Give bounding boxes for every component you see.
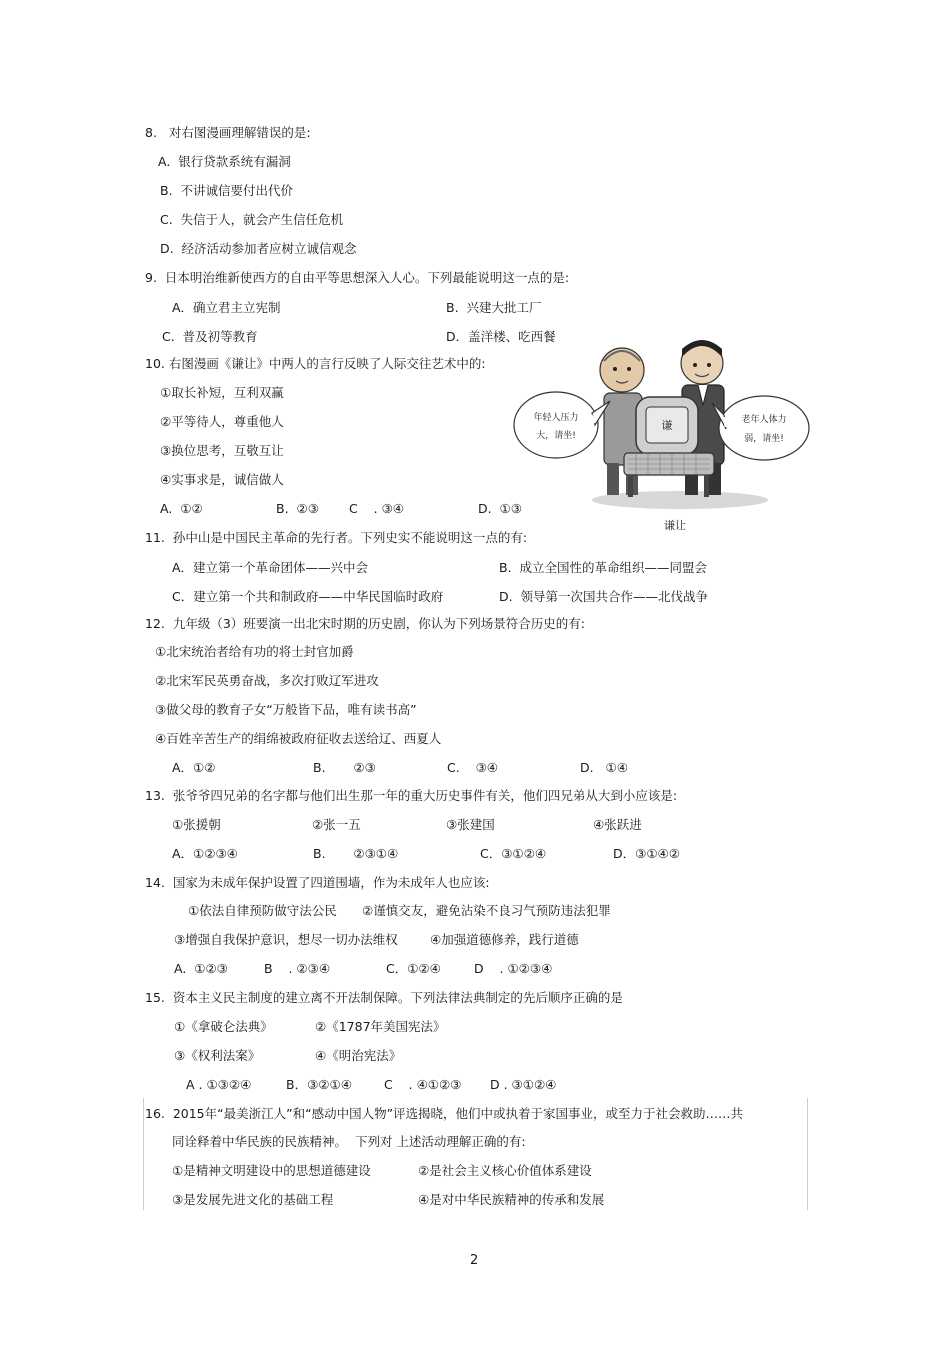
q11-option-d: D. 领导第一次国共合作——北伐战争 — [499, 589, 709, 604]
q16-stem-line-1: 16. 2015年“最美浙江人”和“感动中国人物”评选揭晓，他们中或执着于家国事业，或至力于社会救助……共 — [145, 1106, 744, 1121]
q15-option-c: C . ④①②③ — [384, 1077, 462, 1092]
q15-stem: 15. 资本主义民主制度的建立离不开法制保障。下列法律法典制定的先后顺序正确的是 — [145, 990, 623, 1005]
q14-option-d: D . ①②③④ — [474, 961, 553, 976]
q10-option-b: B. ②③ — [276, 501, 319, 516]
q12-item-3: ③做父母的教育子女“万般皆下品，唯有读书高” — [155, 702, 417, 717]
q12-item-4: ④百姓辛苦生产的绢绵被政府征收去送给辽、西夏人 — [155, 731, 442, 746]
q13-option-d: D．③①④② — [613, 846, 680, 861]
q12-option-d: D. ①④ — [580, 760, 628, 775]
q11-stem: 11. 孙中山是中国民主革命的先行者。下列史实不能说明这一点的有: — [145, 530, 528, 545]
q9-option-d: D．盖洋楼、吃西餐 — [446, 329, 556, 344]
q10-option-a: A. ①② — [160, 501, 203, 516]
q16-item-3: ③是发展先进文化的基础工程 — [172, 1192, 334, 1207]
q12-item-1: ①北宋统治者给有功的将士封官加爵 — [155, 644, 354, 659]
q15-item-3: ③《权利法案》 — [174, 1048, 261, 1063]
q12-option-b: B. ②③ — [313, 760, 376, 775]
q9-option-a: A．确立君主立宪制 — [172, 300, 281, 315]
q8-option-c: C. 失信于人，就会产生信任危机 — [160, 212, 344, 227]
q16-left-rule — [143, 1098, 144, 1210]
q15-item-1: ①《拿破仑法典》 — [174, 1019, 273, 1034]
cartoon-qianrang-illustration — [512, 335, 812, 515]
q11-option-b: B. 成立全国性的革命组织——同盟会 — [499, 560, 707, 575]
q10-option-d: D. ①③ — [478, 501, 522, 516]
q13-item-4: ④张跃进 — [593, 817, 642, 832]
q16-right-rule — [807, 1098, 808, 1210]
q10-item-2: ②平等待人，尊重他人 — [160, 414, 284, 429]
q12-option-c: C. ③④ — [447, 760, 499, 775]
cartoon-caption: 谦让 — [664, 519, 686, 532]
q14-option-b: B . ②③④ — [264, 961, 331, 976]
q16-item-2: ②是社会主义核心价值体系建设 — [418, 1163, 592, 1178]
q9-stem: 9. 日本明治维新使西方的自由平等思想深入人心。下列最能说明这一点的是: — [145, 270, 570, 285]
q11-option-a: A．建立第一个革命团体——兴中会 — [172, 560, 369, 575]
q12-item-2: ②北宋军民英勇奋战，多次打败辽军进攻 — [155, 673, 379, 688]
q13-item-3: ③张建国 — [446, 817, 495, 832]
q16-stem-line-2: 同诠释着中华民族的民族精神。 下列对 上述活动理解正确的有: — [172, 1134, 526, 1149]
q11-option-c: C．建立第一个共和制政府——中华民国临时政府 — [172, 589, 444, 604]
q13-option-c: C．③①②④ — [480, 846, 547, 861]
q13-item-1: ①张援朝 — [172, 817, 221, 832]
q12-option-a: A．①② — [172, 760, 216, 775]
q15-option-a: A . ①③②④ — [186, 1077, 252, 1092]
q13-item-2: ②张一五 — [312, 817, 361, 832]
q8-option-b: B. 不讲诚信要付出代价 — [160, 183, 293, 198]
q15-option-b: B．③②①④ — [286, 1077, 352, 1092]
q9-option-b: B. 兴建大批工厂 — [446, 300, 542, 315]
q10-item-1: ①取长补短，互利双赢 — [160, 385, 284, 400]
q14-option-a: A. ①②③ — [174, 961, 228, 976]
q12-stem: 12. 九年级（3）班要演一出北宋时期的历史剧，你认为下列场景符合历史的有: — [145, 616, 585, 631]
q16-item-1: ①是精神文明建设中的思想道德建设 — [172, 1163, 371, 1178]
q14-item-2: ②谨慎交友，避免沾染不良习气预防违法犯罪 — [362, 903, 611, 918]
q14-item-3: ③增强自我保护意识，想尽一切办法维权 — [174, 932, 398, 947]
q10-stem: 10. 右图漫画《谦让》中两人的言行反映了人际交往艺术中的: — [145, 356, 486, 371]
q13-option-b: B. ②③①④ — [313, 846, 399, 861]
bubble-right-line-1: 老年人体力 — [741, 415, 787, 425]
q10-item-3: ③换位思考，互敬互让 — [160, 443, 284, 458]
q15-item-2: ②《1787年美国宪法》 — [315, 1019, 446, 1034]
q14-option-c: C．①②④ — [386, 961, 441, 976]
q14-stem: 14. 国家为未成年保护设置了四道围墙，作为未成年人也应该: — [145, 875, 490, 890]
q8-option-d: D. 经济活动参加者应树立诚信观念 — [160, 241, 357, 256]
q10-option-c: C . ③④ — [349, 501, 404, 516]
bubble-right-line-2: 弱，请坐! — [744, 434, 784, 444]
q14-item-1: ①依法自律预防做守法公民 — [188, 903, 337, 918]
cartoon-seat-label: 谦 — [661, 419, 673, 432]
q14-item-4: ④加强道德修养，践行道德 — [430, 932, 579, 947]
bubble-left-line-1: 年轻人压力 — [533, 413, 579, 423]
q9-option-c: C. 普及初等教育 — [162, 329, 258, 344]
q8-stem: 8. 对右图漫画理解错误的是: — [145, 125, 311, 140]
q13-option-a: A．①②③④ — [172, 846, 238, 861]
page-number: 2 — [470, 1253, 479, 1268]
q15-option-d: D . ③①②④ — [490, 1077, 557, 1092]
q13-stem: 13. 张爷爷四兄弟的名字都与他们出生那一年的重大历史事件有关，他们四兄弟从大到小应该是: — [145, 788, 678, 803]
q16-item-4: ④是对中华民族精神的传承和发展 — [418, 1192, 605, 1207]
bubble-left-line-2: 大，请坐! — [536, 431, 576, 441]
q15-item-4: ④《明治宪法》 — [315, 1048, 402, 1063]
q8-option-a: A. 银行贷款系统有漏洞 — [158, 154, 291, 169]
q10-item-4: ④实事求是，诚信做人 — [160, 472, 284, 487]
